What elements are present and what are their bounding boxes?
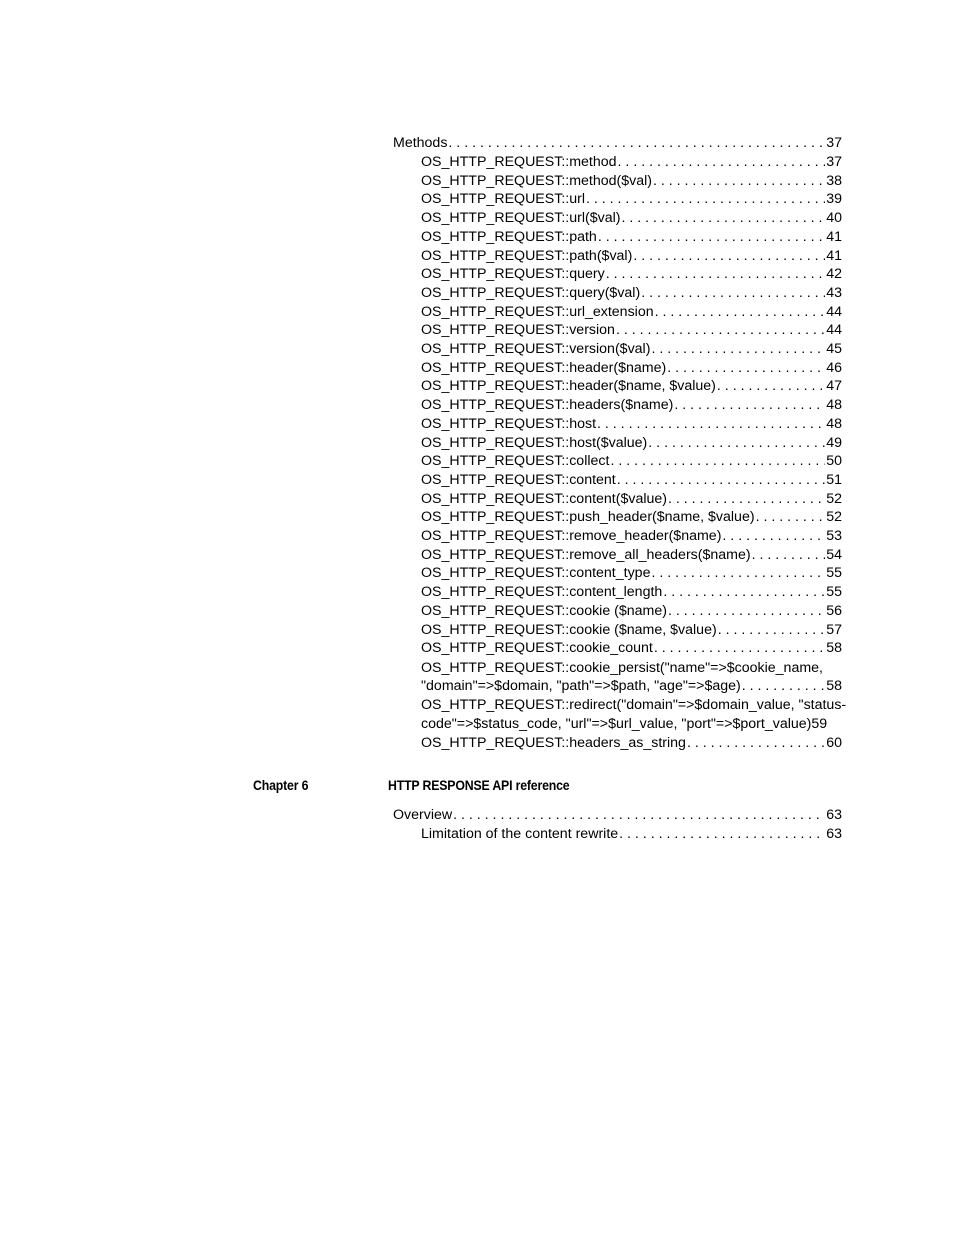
toc-entry[interactable]	[421, 284, 842, 303]
toc-entry-label: OS_HTTP_REQUEST::url($val)	[421, 210, 621, 227]
toc-entry-overview[interactable]	[393, 806, 842, 825]
toc-entry-label: OS_HTTP_REQUEST::method($val)	[421, 172, 653, 189]
dot-leader	[618, 153, 826, 172]
dot-leader	[742, 677, 825, 696]
dot-leader	[586, 190, 825, 209]
toc-entry-cookie-persist-line2[interactable]	[421, 677, 842, 696]
dot-leader	[610, 452, 825, 471]
toc-entry-page: 44	[826, 322, 842, 339]
dot-leader	[651, 564, 825, 583]
dot-leader	[756, 508, 826, 527]
toc-entry-page: 51	[826, 471, 842, 488]
toc-entry-label: "domain"=>$domain, "path"=>$path, "age"=>$age)	[421, 678, 741, 694]
toc-entry-label: OS_HTTP_REQUEST::version	[421, 322, 615, 339]
toc-entry-page: 43	[826, 284, 842, 301]
dot-leader	[722, 527, 825, 546]
toc-entry[interactable]	[421, 527, 842, 546]
toc-entry-page: 42	[826, 266, 842, 283]
toc-entry-page: 53	[826, 528, 842, 544]
dot-leader	[668, 490, 825, 509]
toc-entry-page: 50	[826, 453, 842, 470]
toc-entry-label: OS_HTTP_REQUEST::version($val)	[421, 341, 651, 357]
dot-leader	[621, 209, 825, 228]
dot-leader	[633, 247, 825, 266]
toc-entry[interactable]	[421, 153, 842, 172]
dot-leader	[648, 434, 825, 453]
toc-entry[interactable]	[421, 359, 842, 378]
dot-leader	[606, 265, 826, 284]
toc-entry-page: 55	[826, 584, 842, 601]
toc-entry-page: 56	[826, 602, 842, 619]
toc-entry-label: OS_HTTP_REQUEST::url	[421, 191, 585, 208]
toc-entry-headers-as-string[interactable]	[421, 734, 842, 753]
toc-entry[interactable]	[421, 377, 842, 396]
toc-entry-page: 44	[826, 303, 842, 320]
toc-entry-page: 58	[826, 678, 842, 694]
toc-entry-page: 39	[826, 191, 842, 208]
toc-entry[interactable]	[421, 546, 842, 565]
dot-leader	[674, 396, 825, 415]
toc-entry-page: 57	[826, 621, 842, 638]
toc-entry-label: Overview	[393, 807, 453, 823]
toc-entry[interactable]	[421, 490, 842, 509]
dot-leader	[654, 639, 825, 658]
toc-entry-label: OS_HTTP_REQUEST::push_header($name, $value)	[421, 509, 755, 526]
toc-entry-page: 37	[826, 135, 842, 151]
toc-entry-page: 52	[826, 490, 842, 507]
dot-leader	[598, 228, 825, 247]
toc-entry-page: 45	[826, 341, 842, 357]
toc-entry[interactable]	[421, 471, 842, 490]
toc-entry-label: OS_HTTP_REQUEST::url_extension	[421, 303, 654, 320]
toc-entry-page: 47	[826, 378, 842, 395]
toc-entry-label: OS_HTTP_REQUEST::header($name)	[421, 359, 667, 376]
toc-entry-label: OS_HTTP_REQUEST::content_length	[421, 584, 663, 601]
chapter-number: Chapter 6	[253, 777, 309, 793]
toc-entry-page: 54	[826, 546, 842, 563]
dot-leader	[641, 284, 825, 303]
toc-entry-page: 58	[826, 640, 842, 657]
dot-leader	[619, 825, 825, 844]
toc-entry-page: 40	[826, 210, 842, 227]
toc-entry[interactable]	[421, 209, 842, 228]
dot-leader	[667, 359, 825, 378]
toc-entry-label: OS_HTTP_REQUEST::remove_header($name)	[421, 528, 722, 544]
dot-leader	[717, 377, 825, 396]
toc-entry-label: OS_HTTP_REQUEST::cookie_count	[421, 640, 653, 657]
dot-leader	[617, 471, 825, 490]
toc-entry[interactable]	[421, 602, 842, 621]
toc-entry-page: 46	[826, 359, 842, 376]
toc-entry-page: 37	[826, 154, 842, 170]
toc-entry-label: Methods	[393, 135, 448, 151]
toc-entry[interactable]	[421, 639, 842, 658]
toc-entry-label: OS_HTTP_REQUEST::host($value)	[421, 434, 648, 451]
toc-entry[interactable]	[421, 621, 842, 640]
toc-entry-redirect-line2[interactable]: code"=>$status_code, "url"=>$url_value, "port"=>$port_value)59	[421, 716, 828, 732]
toc-entry-label: OS_HTTP_REQUEST::content_type	[421, 565, 651, 582]
toc-entry-label: OS_HTTP_REQUEST::header($name, $value)	[421, 378, 716, 395]
toc-entry-label: OS_HTTP_REQUEST::headers($name)	[421, 397, 674, 414]
dot-leader	[752, 546, 826, 565]
toc-entry[interactable]	[421, 340, 842, 359]
toc-entry-label: OS_HTTP_REQUEST::content($value)	[421, 490, 668, 507]
dot-leader	[687, 734, 825, 753]
toc-entry-cookie-persist-line1[interactable]: OS_HTTP_REQUEST::cookie_persist("name"=>$cookie_name,	[421, 660, 823, 676]
toc-entry[interactable]	[421, 228, 842, 247]
toc-entry[interactable]	[421, 265, 842, 284]
toc-entry-page: 60	[826, 735, 842, 751]
toc-entry-page: 48	[826, 397, 842, 414]
dot-leader	[663, 583, 825, 602]
toc-entry[interactable]	[421, 452, 842, 471]
toc-entry[interactable]	[421, 508, 842, 527]
toc-entry-redirect-line1[interactable]: OS_HTTP_REQUEST::redirect("domain"=>$domain_value, "status-	[421, 697, 847, 713]
toc-entry-label: OS_HTTP_REQUEST::content	[421, 471, 616, 488]
dot-leader	[597, 415, 825, 434]
toc-entry[interactable]	[421, 172, 842, 191]
toc-entry[interactable]	[421, 825, 842, 844]
dot-leader	[718, 621, 826, 640]
toc-entry-label: OS_HTTP_REQUEST::query($val)	[421, 284, 641, 301]
dot-leader	[655, 303, 826, 322]
toc-entry-label: OS_HTTP_REQUEST::cookie ($name, $value)	[421, 621, 717, 638]
toc-entry-label: OS_HTTP_REQUEST::method	[421, 154, 617, 170]
toc-entry-label: OS_HTTP_REQUEST::headers_as_string	[421, 735, 686, 751]
toc-entry[interactable]	[421, 396, 842, 415]
toc-entry-page: 41	[826, 228, 842, 245]
toc-entry-page: 63	[826, 807, 842, 823]
toc-entry-label: Limitation of the content rewrite	[421, 826, 619, 842]
toc-entry[interactable]	[421, 247, 842, 266]
chapter-title[interactable]: HTTP RESPONSE API reference	[388, 777, 570, 793]
toc-entry-methods[interactable]	[393, 134, 842, 153]
dot-leader	[448, 134, 825, 153]
toc-entry-label: OS_HTTP_REQUEST::host	[421, 415, 597, 432]
toc-entry[interactable]	[421, 415, 842, 434]
toc-entry-page: 49	[826, 434, 842, 451]
dot-leader	[616, 321, 825, 340]
dot-leader	[653, 172, 825, 191]
toc-entry-page: 63	[826, 826, 842, 842]
toc-entry[interactable]	[421, 321, 842, 340]
toc-entry-page: 38	[826, 172, 842, 189]
toc-entry-label: OS_HTTP_REQUEST::remove_all_headers($name)	[421, 546, 751, 563]
toc-entry-page: 55	[826, 565, 842, 582]
dot-leader	[651, 340, 825, 359]
toc-entry-label: OS_HTTP_REQUEST::collect	[421, 453, 610, 470]
toc-entry[interactable]	[421, 583, 842, 602]
toc-entry[interactable]	[421, 564, 842, 583]
toc-entry-page: 48	[826, 415, 842, 432]
dot-leader	[453, 806, 825, 825]
toc-entry-page: 41	[826, 247, 842, 264]
toc-entry-label: OS_HTTP_REQUEST::query	[421, 266, 605, 283]
dot-leader	[668, 602, 825, 621]
toc-entry-label: OS_HTTP_REQUEST::path	[421, 228, 597, 245]
toc-entry-label: OS_HTTP_REQUEST::path($val)	[421, 247, 633, 264]
toc-entry-label: OS_HTTP_REQUEST::cookie ($name)	[421, 602, 667, 619]
toc-entry[interactable]	[421, 434, 842, 453]
toc-entry[interactable]	[421, 303, 842, 322]
toc-entry[interactable]	[421, 190, 842, 209]
toc-entry-page: 52	[826, 509, 842, 526]
